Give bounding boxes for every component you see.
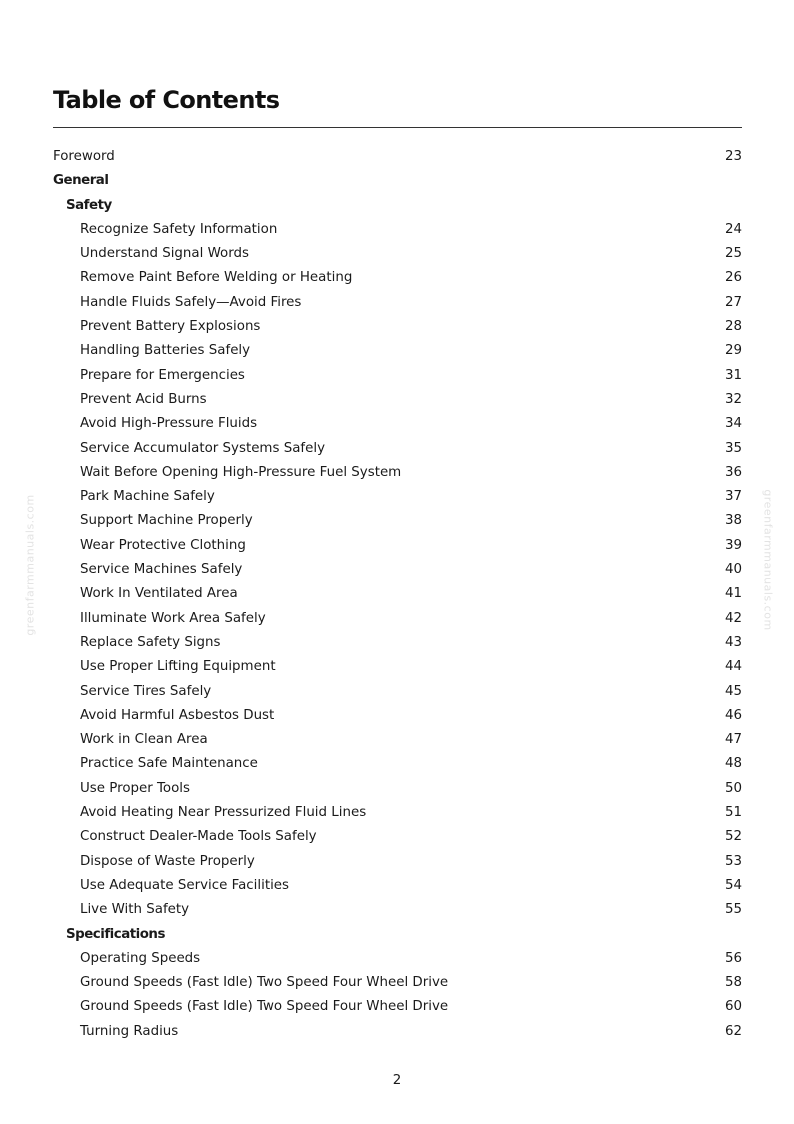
toc-entry-label: Handle Fluids Safely—Avoid Fires xyxy=(80,294,302,310)
toc-entry-page: 48 xyxy=(724,756,742,772)
toc-entry-label: Work in Clean Area xyxy=(80,732,208,748)
watermark-left: greenfarmmanuals.com xyxy=(23,494,37,636)
toc-section-heading xyxy=(53,923,742,947)
toc-entry-label: Use Adequate Service Facilities xyxy=(80,877,290,893)
toc-entry-label: Construct Dealer-Made Tools Safely xyxy=(80,829,317,845)
toc-entry-page: 34 xyxy=(724,416,742,432)
toc-entry-label: Work In Ventilated Area xyxy=(80,586,238,602)
toc-entry[interactable] xyxy=(53,947,742,971)
toc-entry-page: 28 xyxy=(724,319,742,335)
page-title: Table of Contents xyxy=(53,86,280,114)
toc-entry[interactable] xyxy=(53,461,742,485)
toc-entry-page: 44 xyxy=(724,659,742,675)
watermark-right: greenfarmmanuals.com xyxy=(761,489,775,631)
toc-entry-label: Prepare for Emergencies xyxy=(80,367,245,383)
toc-entry[interactable] xyxy=(53,534,742,558)
toc-entry-label: Illuminate Work Area Safely xyxy=(80,610,266,626)
toc-entry[interactable] xyxy=(53,364,742,388)
toc-section-heading xyxy=(53,169,742,193)
toc-entry[interactable] xyxy=(53,509,742,533)
page-number: 2 xyxy=(392,1073,402,1088)
toc-entry-page: 54 xyxy=(724,877,742,893)
toc-entry[interactable] xyxy=(53,801,742,825)
toc-entry-page: 43 xyxy=(724,634,742,650)
toc-entry-page: 60 xyxy=(724,999,742,1015)
toc-entry-label: General xyxy=(53,173,109,189)
toc-entry-label: Avoid High-Pressure Fluids xyxy=(80,416,258,432)
toc-entry-label: Operating Speeds xyxy=(80,950,201,966)
toc-entry[interactable] xyxy=(53,1020,742,1044)
toc-entry-label: Prevent Acid Burns xyxy=(80,391,207,407)
toc-entry[interactable] xyxy=(53,874,742,898)
toc-entry-label: Dispose of Waste Properly xyxy=(80,853,255,869)
toc-entry[interactable] xyxy=(53,291,742,315)
toc-entry-label: Ground Speeds (Fast Idle) Two Speed Four Wheel Drive xyxy=(80,975,449,991)
toc-entry-page: 37 xyxy=(724,489,742,505)
toc-entry[interactable] xyxy=(53,388,742,412)
toc-entry-label: Foreword xyxy=(53,149,115,164)
toc-entry[interactable] xyxy=(53,339,742,363)
toc-entry-page: 50 xyxy=(724,780,742,796)
toc-entry-page: 23 xyxy=(724,149,742,164)
toc-entry-page: 26 xyxy=(724,270,742,286)
toc-entry[interactable] xyxy=(53,315,742,339)
toc-entry[interactable] xyxy=(53,218,742,242)
toc-entry-label: Safety xyxy=(66,197,112,213)
toc-entry[interactable] xyxy=(53,971,742,995)
toc-entry-page: 42 xyxy=(724,610,742,626)
toc-entry-page: 41 xyxy=(724,586,742,602)
toc-entry[interactable] xyxy=(53,266,742,290)
toc-entry[interactable] xyxy=(53,704,742,728)
toc-entry[interactable] xyxy=(53,582,742,606)
toc-entry-page: 51 xyxy=(724,805,742,821)
toc-entry[interactable] xyxy=(53,631,742,655)
toc-entry-page: 58 xyxy=(724,975,742,991)
toc-entry-page: 40 xyxy=(724,562,742,578)
toc-entry-page: 35 xyxy=(724,440,742,456)
toc-entry-label: Wait Before Opening High-Pressure Fuel System xyxy=(80,464,402,480)
toc-entry[interactable] xyxy=(53,825,742,849)
toc-entry-label: Replace Safety Signs xyxy=(80,634,221,650)
toc-entry[interactable] xyxy=(53,485,742,509)
toc-entry-label: Service Accumulator Systems Safely xyxy=(80,440,326,456)
toc-entry[interactable] xyxy=(53,680,742,704)
toc-entry[interactable] xyxy=(53,752,742,776)
toc-entry-page: 24 xyxy=(724,221,742,237)
toc-entry-label: Use Proper Tools xyxy=(80,780,191,796)
toc-entry-label: Ground Speeds (Fast Idle) Two Speed Four Wheel Drive xyxy=(80,999,449,1015)
toc-entry-label: Live With Safety xyxy=(80,902,190,918)
toc-entry-label: Understand Signal Words xyxy=(80,246,249,262)
toc-entry-label: Turning Radius xyxy=(80,1023,179,1039)
toc-entry-label: Service Machines Safely xyxy=(80,562,243,578)
toc-entry-label: Recognize Safety Information xyxy=(80,221,278,237)
toc-entry-label: Wear Protective Clothing xyxy=(80,537,246,553)
toc-entry-label: Handling Batteries Safely xyxy=(80,343,251,359)
toc-entry-label: Support Machine Properly xyxy=(80,513,253,529)
toc-section-heading[interactable] xyxy=(53,145,742,169)
toc-entry-label: Avoid Harmful Asbestos Dust xyxy=(80,707,275,723)
toc-entry-page: 31 xyxy=(724,367,742,383)
toc-entry[interactable] xyxy=(53,655,742,679)
toc-entry[interactable] xyxy=(53,995,742,1019)
toc-entry-page: 46 xyxy=(724,707,742,723)
toc-entry-page: 45 xyxy=(724,683,742,699)
toc-entry-page: 52 xyxy=(724,829,742,845)
toc-entry[interactable] xyxy=(53,898,742,922)
toc-entry-page: 32 xyxy=(724,391,742,407)
toc-entry-label: Practice Safe Maintenance xyxy=(80,756,258,772)
toc-entry-page: 25 xyxy=(724,246,742,262)
toc-entry[interactable] xyxy=(53,728,742,752)
toc-entry-page: 38 xyxy=(724,513,742,529)
title-divider xyxy=(53,127,742,128)
toc-entry-page: 62 xyxy=(724,1023,742,1039)
toc-entry-label: Remove Paint Before Welding or Heating xyxy=(80,270,353,286)
toc-entry[interactable] xyxy=(53,437,742,461)
toc-entry[interactable] xyxy=(53,607,742,631)
toc-entry-label: Use Proper Lifting Equipment xyxy=(80,659,276,675)
toc-list xyxy=(53,145,742,1044)
toc-entry-label: Service Tires Safely xyxy=(80,683,212,699)
toc-entry[interactable] xyxy=(53,412,742,436)
toc-entry-page: 55 xyxy=(724,902,742,918)
toc-entry[interactable] xyxy=(53,777,742,801)
toc-entry-label: Prevent Battery Explosions xyxy=(80,319,261,335)
toc-entry-page: 47 xyxy=(724,732,742,748)
toc-entry-label: Specifications xyxy=(66,926,165,942)
toc-entry-page: 27 xyxy=(724,294,742,310)
toc-entry-page: 39 xyxy=(724,537,742,553)
toc-section-heading xyxy=(53,194,742,218)
toc-entry[interactable] xyxy=(53,242,742,266)
toc-entry-page: 53 xyxy=(724,853,742,869)
toc-entry[interactable] xyxy=(53,558,742,582)
toc-entry-label: Park Machine Safely xyxy=(80,489,215,505)
toc-entry[interactable] xyxy=(53,850,742,874)
toc-entry-page: 56 xyxy=(724,950,742,966)
toc-entry-page: 29 xyxy=(724,343,742,359)
toc-entry-page: 36 xyxy=(724,464,742,480)
toc-entry-label: Avoid Heating Near Pressurized Fluid Lines xyxy=(80,805,367,821)
